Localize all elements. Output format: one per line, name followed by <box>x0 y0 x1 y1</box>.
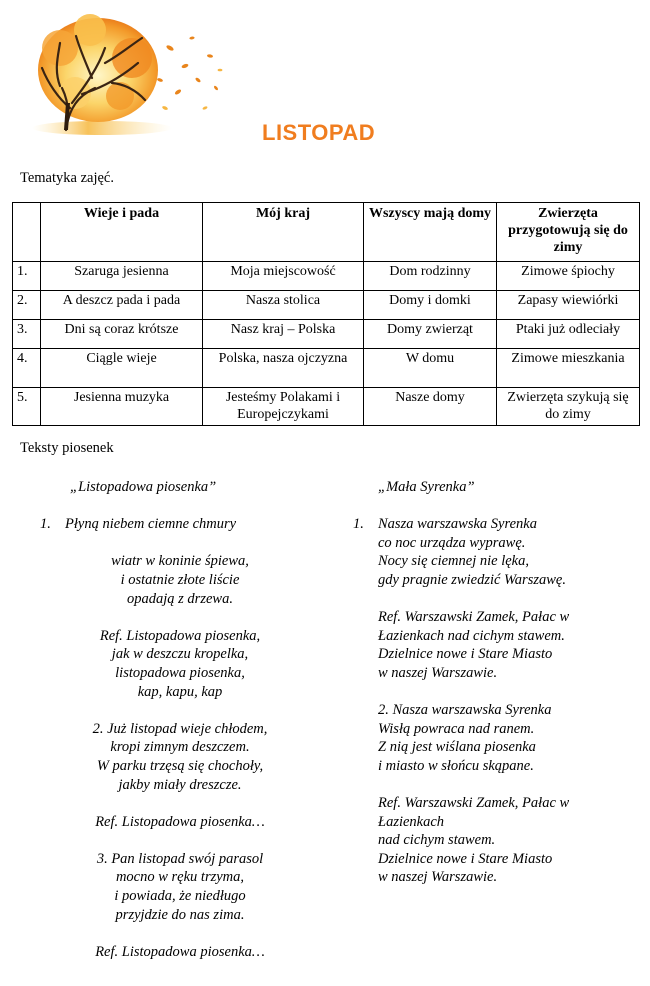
table-cell: 3. <box>13 320 41 349</box>
table-cell: Zimowe mieszkania <box>497 349 640 388</box>
table-header-cell <box>13 203 41 262</box>
verse-line: gdy pragnie zwiedzić Warszawę. <box>378 571 566 588</box>
verse-line: jakby miały dreszcze. <box>118 776 242 793</box>
verse-line: Nocy się ciemnej nie lęka, <box>378 553 529 570</box>
verse-line: mocno w ręku trzyma, <box>115 869 245 886</box>
page-title: LISTOPAD <box>262 120 376 145</box>
table-cell: Zwierzęta szykują się do zimy <box>497 388 640 426</box>
verse-line: Wisłą powraca nad ranem. <box>378 720 535 737</box>
refrain-line: Łazienkach <box>378 813 445 830</box>
song-title: „Mała Syrenka” <box>378 479 475 495</box>
table-cell: Szaruga jesienna <box>41 262 203 291</box>
song-title: „Listopadowa piosenka” <box>70 479 217 495</box>
autumn-tree-image <box>20 8 225 138</box>
verse-line: Nasza warszawska Syrenka <box>378 516 537 533</box>
table-cell: W domu <box>364 349 497 388</box>
table-cell: 5. <box>13 388 41 426</box>
table-cell: A deszcz pada i pada <box>41 291 203 320</box>
refrain-line: w naszej Warszawie. <box>378 869 498 886</box>
table-row <box>13 320 640 349</box>
verse-line: opadają z drzewa. <box>127 590 233 607</box>
table-header-row <box>13 203 640 262</box>
verse-number: 1. <box>353 516 364 533</box>
table-row <box>13 388 640 426</box>
refrain-line: jak w deszczu kropelka, <box>111 646 249 663</box>
table-cell: Moja miejscowość <box>203 262 364 291</box>
table-cell: 1. <box>13 262 41 291</box>
table-cell: Dni są coraz krótsze <box>41 320 203 349</box>
verse-line: 2. Już listopad wieje chłodem, <box>92 720 268 737</box>
table-cell: Jesteśmy Polakami i Europejczykami <box>203 388 364 426</box>
verse-line: i ostatnie złote liście <box>120 571 240 588</box>
verse-line: przyjdzie do nas zima. <box>115 906 245 923</box>
table-cell: 4. <box>13 349 41 388</box>
verse-block <box>353 515 623 589</box>
songs-label: Teksty piosenek <box>20 440 114 456</box>
table-cell: Nasze domy <box>364 388 497 426</box>
refrain-line: Dzielnice nowe i Stare Miasto <box>378 646 553 663</box>
song-listopadowa <box>40 478 290 961</box>
table-header-cell: Wieje i pada <box>41 203 203 262</box>
refrain-line: Ref. Listopadowa piosenka… <box>95 943 265 960</box>
verse-line: 3. Pan listopad swój parasol <box>96 850 264 867</box>
verse-number: 1. <box>40 516 51 533</box>
verse-line: 2. Nasza warszawska Syrenka <box>378 702 552 719</box>
table-row <box>13 291 640 320</box>
table-header-cell: Mój kraj <box>203 203 364 262</box>
table-cell: Zimowe śpiochy <box>497 262 640 291</box>
table-cell: Nasz kraj – Polska <box>203 320 364 349</box>
song-mala-syrenka <box>353 478 623 887</box>
verse-line: Z nią jest wiślana piosenka <box>378 739 536 756</box>
refrain-line: w naszej Warszawie. <box>378 664 498 681</box>
refrain-line: Dzielnice nowe i Stare Miasto <box>378 850 553 867</box>
verse-line: i miasto w słońcu skąpane. <box>378 757 534 774</box>
topics-table <box>12 202 640 426</box>
table-cell: Dom rodzinny <box>364 262 497 291</box>
refrain-line: Ref. Listopadowa piosenka… <box>95 813 265 830</box>
verse-first-line <box>40 515 290 534</box>
refrain-line: Łazienkach nad cichym stawem. <box>378 627 565 644</box>
refrain-line: Ref. Listopadowa piosenka, <box>99 627 261 644</box>
table-cell: 2. <box>13 291 41 320</box>
table-header-cell: Zwierzęta przygotowują się do zimy <box>497 203 640 262</box>
refrain-line: kap, kapu, kap <box>137 683 223 700</box>
table-cell: Jesienna muzyka <box>41 388 203 426</box>
table-row <box>13 262 640 291</box>
verse-line: Płyną niebem ciemne chmury <box>65 516 237 533</box>
table-cell: Nasza stolica <box>203 291 364 320</box>
verse-line: i powiada, że niedługo <box>114 888 246 905</box>
verse-line: wiatr w koninie śpiewa, <box>111 553 249 570</box>
verse-line: kropi zimnym deszczem. <box>110 739 250 756</box>
table-cell: Domy i domki <box>364 291 497 320</box>
verse-line: W parku trzęsą się chochoły, <box>96 757 264 774</box>
refrain-line: listopadowa piosenka, <box>115 664 245 681</box>
table-cell: Domy zwierząt <box>364 320 497 349</box>
topics-label: Tematyka zajęć. <box>20 170 114 186</box>
table-cell: Ptaki już odleciały <box>497 320 640 349</box>
table-cell: Zapasy wiewiórki <box>497 291 640 320</box>
verse-line: co noc urządza wyprawę. <box>378 534 526 551</box>
refrain-line: Ref. Warszawski Zamek, Pałac w <box>378 609 570 626</box>
table-header-cell: Wszyscy mają domy <box>364 203 497 262</box>
table-row <box>13 349 640 388</box>
table-cell: Ciągle wieje <box>41 349 203 388</box>
refrain-line: nad cichym stawem. <box>378 832 496 849</box>
refrain-line: Ref. Warszawski Zamek, Pałac w <box>378 795 570 812</box>
table-cell: Polska, nasza ojczyzna <box>203 349 364 388</box>
